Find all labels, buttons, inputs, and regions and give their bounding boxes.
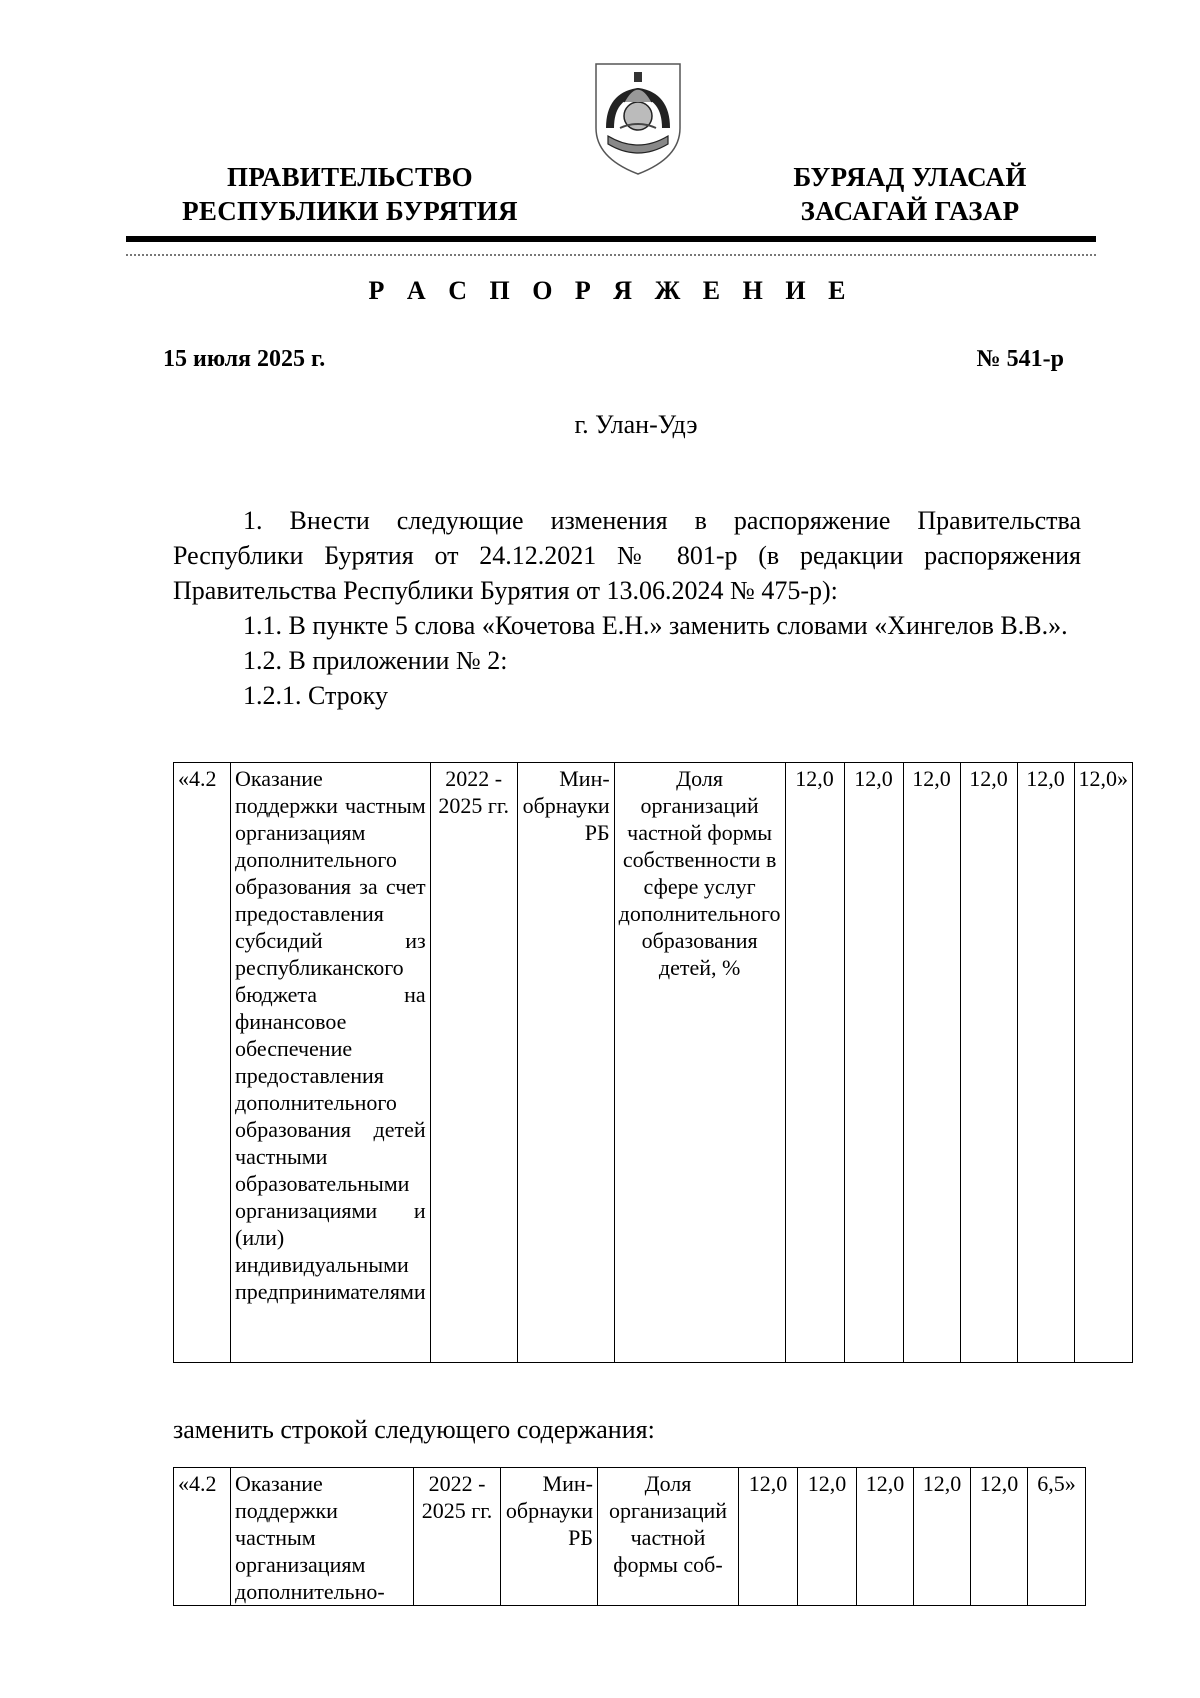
cell-indicator: Доля организаций частной формы собственности в сфере услуг дополнительного образования детей, % (614, 763, 785, 1363)
body-text (173, 503, 1081, 713)
document-number: № 541-р (976, 346, 1064, 372)
cell-value-2: 12,0 (844, 763, 903, 1363)
cell-value-2: 12,0 (798, 1468, 857, 1606)
header-right (760, 160, 1060, 228)
header-left-line2: РЕСПУБЛИКИ БУРЯТИЯ (182, 196, 518, 226)
cell-value-6: 12,0» (1074, 763, 1133, 1363)
document-city: г. Улан-Удэ (574, 410, 698, 439)
paragraph-1-2-1: 1.2.1. Строку (243, 681, 388, 710)
header-rule-thin (126, 254, 1096, 256)
cell-indicator: Доля организаций частной формы соб- (598, 1468, 739, 1606)
header-right-line1: БУРЯАД УЛАСАЙ (793, 162, 1027, 192)
document-date: 15 июля 2025 г. (163, 346, 326, 372)
cell-period: 2022 - 2025 гг. (430, 763, 517, 1363)
cell-num: «4.2 (174, 1468, 231, 1606)
replace-text: заменить строкой следующего содержания: (173, 1415, 655, 1444)
paragraph-1: 1. Внести следующие изменения в распоряжение Правительства Республики Бурятия от 24.12.2021 № 801-р (в редакции распоряжения Правительства Республики Бурятия от 13.06.2024 № 475-р): (173, 506, 1081, 605)
cell-value-5: 12,0 (1017, 763, 1074, 1363)
cell-value-3: 12,0 (903, 763, 960, 1363)
cell-period: 2022 - 2025 гг. (414, 1468, 501, 1606)
table-row (174, 1468, 1086, 1606)
header-rule-thick (126, 236, 1096, 242)
cell-value-1: 12,0 (739, 1468, 798, 1606)
paragraph-1-2: 1.2. В приложении № 2: (243, 646, 508, 675)
cell-description: Оказание поддержки частным организациям дополнительного образования за счет предоставления субсидий из республиканского бюджета на финансовое обеспечение предоставления дополнительного образования детей частными образовательными организациями и (или) индивидуальными предпринимателями (231, 763, 431, 1363)
coat-of-arms-icon (590, 58, 686, 178)
cell-value-6: 6,5» (1028, 1468, 1086, 1606)
document-title: Р А С П О Р Я Ж Е Н И Е (368, 276, 854, 305)
header-right-line2: ЗАСАГАЙ ГАЗАР (800, 196, 1020, 226)
cell-value-3: 12,0 (857, 1468, 914, 1606)
cell-num: «4.2 (174, 763, 231, 1363)
cell-executor: Мин-обрнауки РБ (517, 763, 614, 1363)
cell-description: Оказание поддержки частным организациям дополнительно- (231, 1468, 414, 1606)
paragraph-1-1: 1.1. В пункте 5 слова «Кочетова Е.Н.» заменить словами «Хингелов В.В.». (243, 611, 1068, 640)
cell-executor: Мин-обрнауки РБ (501, 1468, 598, 1606)
header-left-line1: ПРАВИТЕЛЬСТВО (227, 162, 473, 192)
cell-value-4: 12,0 (914, 1468, 971, 1606)
cell-value-1: 12,0 (785, 763, 844, 1363)
table-row (174, 763, 1133, 1363)
table-new-row (173, 1467, 1086, 1606)
cell-value-4: 12,0 (960, 763, 1017, 1363)
header-left (140, 160, 560, 228)
table-old-row (173, 762, 1133, 1363)
cell-value-5: 12,0 (971, 1468, 1028, 1606)
